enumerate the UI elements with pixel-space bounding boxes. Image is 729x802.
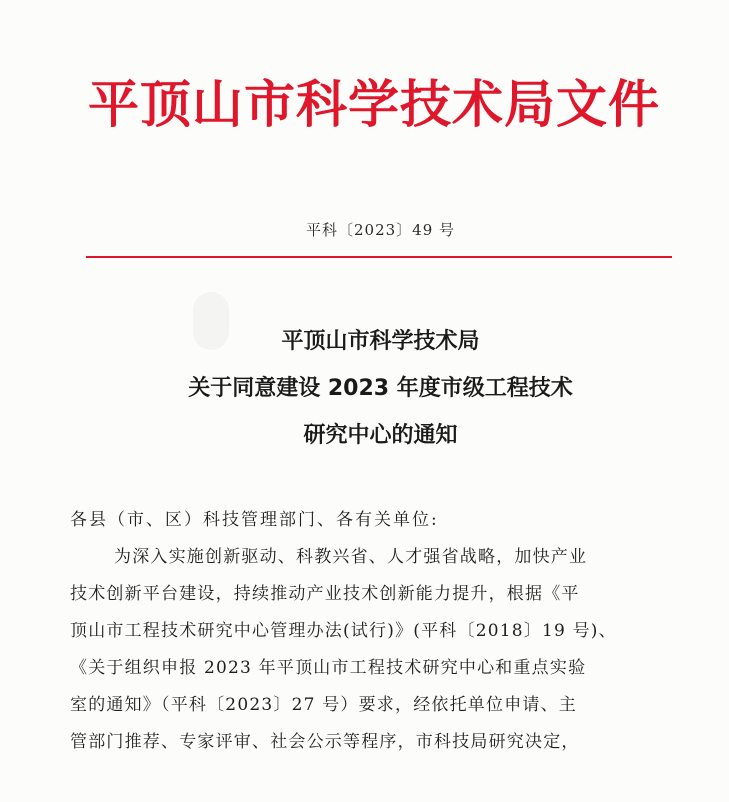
document-header-title: 平顶山市科学技术局文件 <box>87 76 660 135</box>
salutation: 各县（市、区）科技管理部门、各有关单位: <box>70 510 439 530</box>
body-line-1: 为深入实施创新驱动、科教兴省、人才强省战略，加快产业 <box>114 547 588 567</box>
body-line-6: 管部门推荐、专家评审、社会公示等程序，市科技局研究决定， <box>70 732 580 752</box>
body-line-4: 《关于组织申报 2023 年平顶山市工程技术研究中心和重点实验 <box>70 658 587 678</box>
notice-body <box>70 506 685 765</box>
body-line-3: 顶山市工程技术研究中心管理办法(试行)》(平科〔2018〕19 号)、 <box>70 621 617 641</box>
notice-title <box>0 327 729 468</box>
notice-title-line-3: 研究中心的通知 <box>303 423 458 448</box>
red-divider-line <box>86 256 672 258</box>
body-line-2: 技术创新平台建设，持续推动产业技术创新能力提升，根据《平 <box>70 584 580 604</box>
notice-title-line-1: 平顶山市科学技术局 <box>281 329 480 354</box>
document-number: 平科〔2023〕49 号 <box>305 221 456 239</box>
body-line-5: 室的通知》（平科〔2023〕27 号）要求，经依托单位申请、主 <box>70 695 577 715</box>
notice-title-line-2: 关于同意建设 2023 年度市级工程技术 <box>188 376 573 401</box>
